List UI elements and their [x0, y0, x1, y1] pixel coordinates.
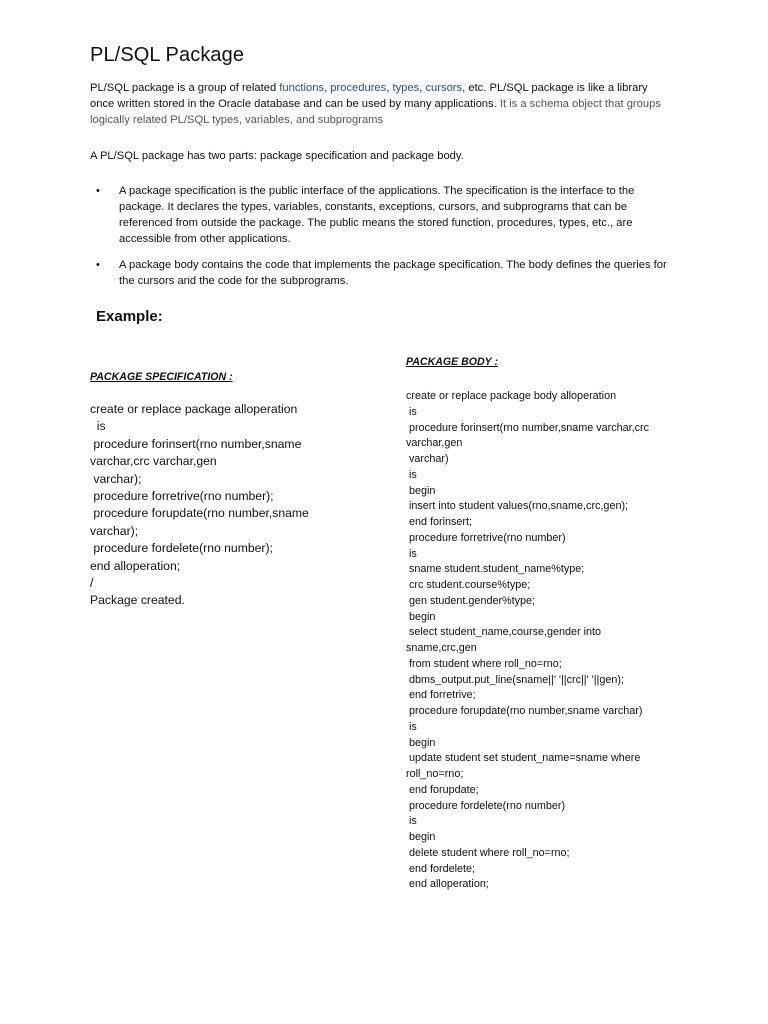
- link-procedures[interactable]: procedures: [330, 82, 387, 94]
- code-line: sname student.student_name%type;: [406, 563, 585, 576]
- intro-sep-3: ,: [419, 82, 426, 94]
- intro-schema-text: It is a schema object that groups logically related PL/SQL types, variables, and subprograms: [90, 98, 661, 126]
- code-line: dbms_output.put_line(sname||' '||crc||' '||gen);: [406, 673, 624, 686]
- code-line: end alloperation;: [90, 558, 181, 573]
- code-line: procedure forupdate(rno number,sname: [90, 506, 309, 521]
- code-line: sname,crc,gen: [406, 642, 477, 654]
- package-spec-code: [90, 401, 340, 610]
- code-line: procedure forupdate(rno number,sname varchar): [406, 705, 643, 717]
- parts-bullet-list: [90, 183, 680, 299]
- link-types[interactable]: types: [392, 82, 420, 94]
- code-line: roll_no=rno;: [406, 768, 464, 780]
- code-line: procedure forretrive(rno number): [406, 531, 566, 544]
- bullet-text-spec: A package specification is the public interface of the applications. The specification is the interface to the package. It declares the types, variables, constants, exceptions, cursors, and subprograms that can be referenced from outside the package. The public means the stored function, procedures, types, etc., are accessible from other applications.: [119, 185, 635, 245]
- link-functions[interactable]: functions: [279, 82, 325, 94]
- code-line: crc student.course%type;: [406, 579, 531, 591]
- code-line: update student set student_name=sname where: [406, 752, 641, 765]
- code-line: varchar);: [90, 523, 139, 538]
- code-line: begin: [406, 610, 436, 623]
- intro-sep-2: ,: [386, 82, 393, 94]
- code-line: end fordelete;: [406, 862, 476, 875]
- code-line: procedure fordelete(rno number): [406, 799, 566, 812]
- code-line: end forupdate;: [406, 783, 479, 796]
- code-line: is: [406, 468, 417, 481]
- package-spec-label: PACKAGE SPECIFICATION :: [90, 371, 233, 383]
- code-line: delete student where roll_no=rno;: [406, 846, 570, 859]
- link-cursors[interactable]: cursors: [425, 82, 463, 94]
- code-line: is: [406, 720, 417, 733]
- code-line: begin: [406, 831, 436, 843]
- code-line: end forretrive;: [406, 689, 476, 702]
- code-line: select student_name,course,gender into: [406, 626, 602, 639]
- intro-sep-1: ,: [324, 82, 331, 94]
- code-line: varchar): [406, 453, 449, 465]
- intro-text-1: PL/SQL package is a group of related: [90, 82, 280, 94]
- code-line: gen student.gender%type;: [406, 594, 536, 607]
- package-body-label: PACKAGE BODY :: [406, 356, 499, 368]
- code-line: begin: [406, 736, 436, 749]
- code-line: from student where roll_no=rno;: [406, 657, 562, 670]
- code-line: is: [90, 419, 106, 434]
- intro-text-2: , etc. PL/SQL package is like a library once written stored in the Oracle database and can be used by many applications.: [90, 82, 648, 110]
- code-line: /: [90, 576, 94, 591]
- bullet-icon: •: [96, 259, 100, 271]
- intro-paragraph: [90, 80, 670, 128]
- bullet-icon: •: [96, 185, 100, 197]
- code-line: procedure forinsert(rno number,sname varchar,crc: [406, 421, 650, 434]
- code-line: end alloperation;: [406, 878, 489, 891]
- code-line: is: [406, 405, 417, 418]
- code-line: insert into student values(rno,sname,crc,gen);: [406, 500, 629, 513]
- code-line: procedure fordelete(rno number);: [90, 541, 273, 556]
- code-line: varchar,crc varchar,gen: [90, 454, 217, 469]
- code-line: begin: [406, 484, 436, 497]
- package-body-code: [406, 389, 681, 893]
- list-item: [90, 183, 680, 247]
- code-line: procedure forinsert(rno number,sname: [90, 436, 302, 451]
- page-title: PL/SQL Package: [90, 44, 245, 66]
- code-line: create or replace package body alloperation: [406, 390, 617, 402]
- parts-sentence: A PL/SQL package has two parts: package specification and package body.: [90, 150, 464, 162]
- code-line: is: [406, 815, 417, 828]
- example-heading: Example:: [96, 308, 163, 325]
- code-line: is: [406, 547, 417, 560]
- code-line: varchar);: [90, 471, 142, 486]
- bullet-text-body: A package body contains the code that implements the package specification. The body defines the queries for the cursors and the code for the subprograms.: [119, 259, 667, 287]
- code-line: varchar,gen: [406, 437, 463, 450]
- code-line: procedure forretrive(rno number);: [90, 489, 274, 504]
- list-item: [90, 257, 680, 289]
- code-line: Package created.: [90, 593, 185, 608]
- code-line: end forinsert;: [406, 516, 473, 528]
- code-line: create or replace package alloperation: [90, 402, 298, 416]
